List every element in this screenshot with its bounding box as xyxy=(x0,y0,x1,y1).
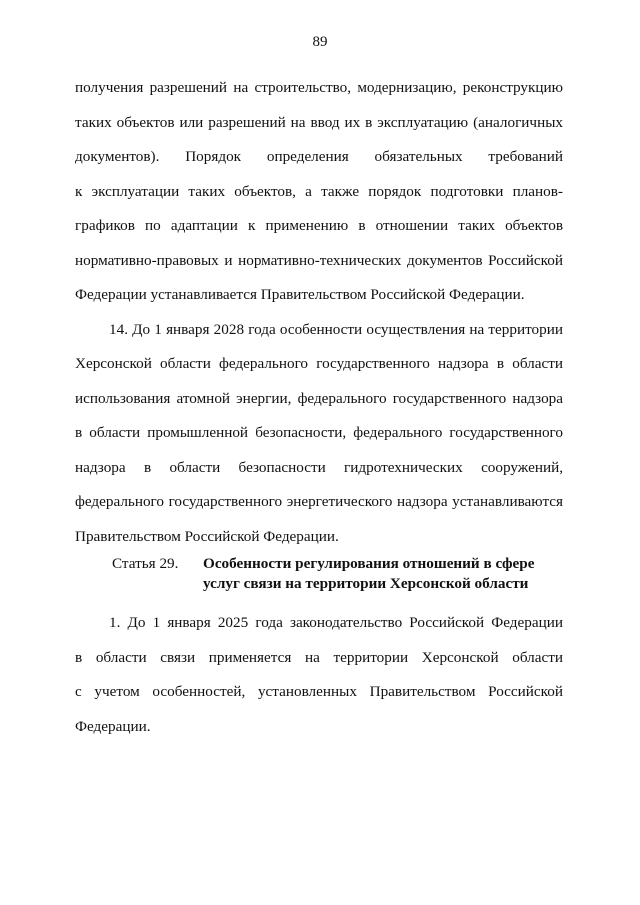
text-line: Херсонской области федерального государственного надзора в области xyxy=(75,355,563,372)
article-title-line: Особенности регулирования отношений в сфере xyxy=(203,555,535,572)
paragraph-continuation xyxy=(75,71,563,313)
text-line: графиков по адаптации к применению в отношении таких объектов xyxy=(75,217,563,234)
article-heading xyxy=(75,554,563,604)
text-line: с учетом особенностей, установленных Правительством Российской xyxy=(75,683,563,700)
text-line: надзора в области безопасности гидротехнических сооружений, xyxy=(75,458,563,476)
document-body xyxy=(75,71,563,744)
text-line: документов). Порядок определения обязательных требований xyxy=(75,148,563,165)
text-line: таких объектов или разрешений на ввод их в эксплуатацию (аналогичных xyxy=(75,113,563,131)
paragraph-1 xyxy=(75,606,563,744)
text-line: федерального государственного энергетического надзора устанавливаются xyxy=(75,493,563,510)
article-title xyxy=(203,554,534,594)
text-line: Федерации. xyxy=(75,717,151,735)
text-line: Федерации устанавливается Правительством Российской Федерации. xyxy=(75,286,525,303)
paragraph-14 xyxy=(75,313,563,555)
article-title-line: услуг связи на территории Херсонской области xyxy=(203,575,529,592)
text-line: в области промышленной безопасности, федерального государственного xyxy=(75,424,563,441)
text-line: 14. До 1 января 2028 года особенности осуществления на территории xyxy=(109,320,563,338)
text-line: использования атомной энергии, федерального государственного надзора xyxy=(75,389,563,407)
text-line: к эксплуатации таких объектов, а также порядок подготовки планов- xyxy=(75,182,563,200)
article-label: Статья 29. xyxy=(112,555,179,572)
text-line: получения разрешений на строительство, модернизацию, реконструкцию xyxy=(75,79,563,96)
text-line: в области связи применяется на территории Херсонской области xyxy=(75,648,563,666)
page-number: 89 xyxy=(312,34,328,50)
text-line: 1. До 1 января 2025 года законодательство Российской Федерации xyxy=(109,614,563,631)
text-line: Правительством Российской Федерации. xyxy=(75,527,339,545)
text-line: нормативно-правовых и нормативно-технических документов Российской xyxy=(75,251,563,269)
